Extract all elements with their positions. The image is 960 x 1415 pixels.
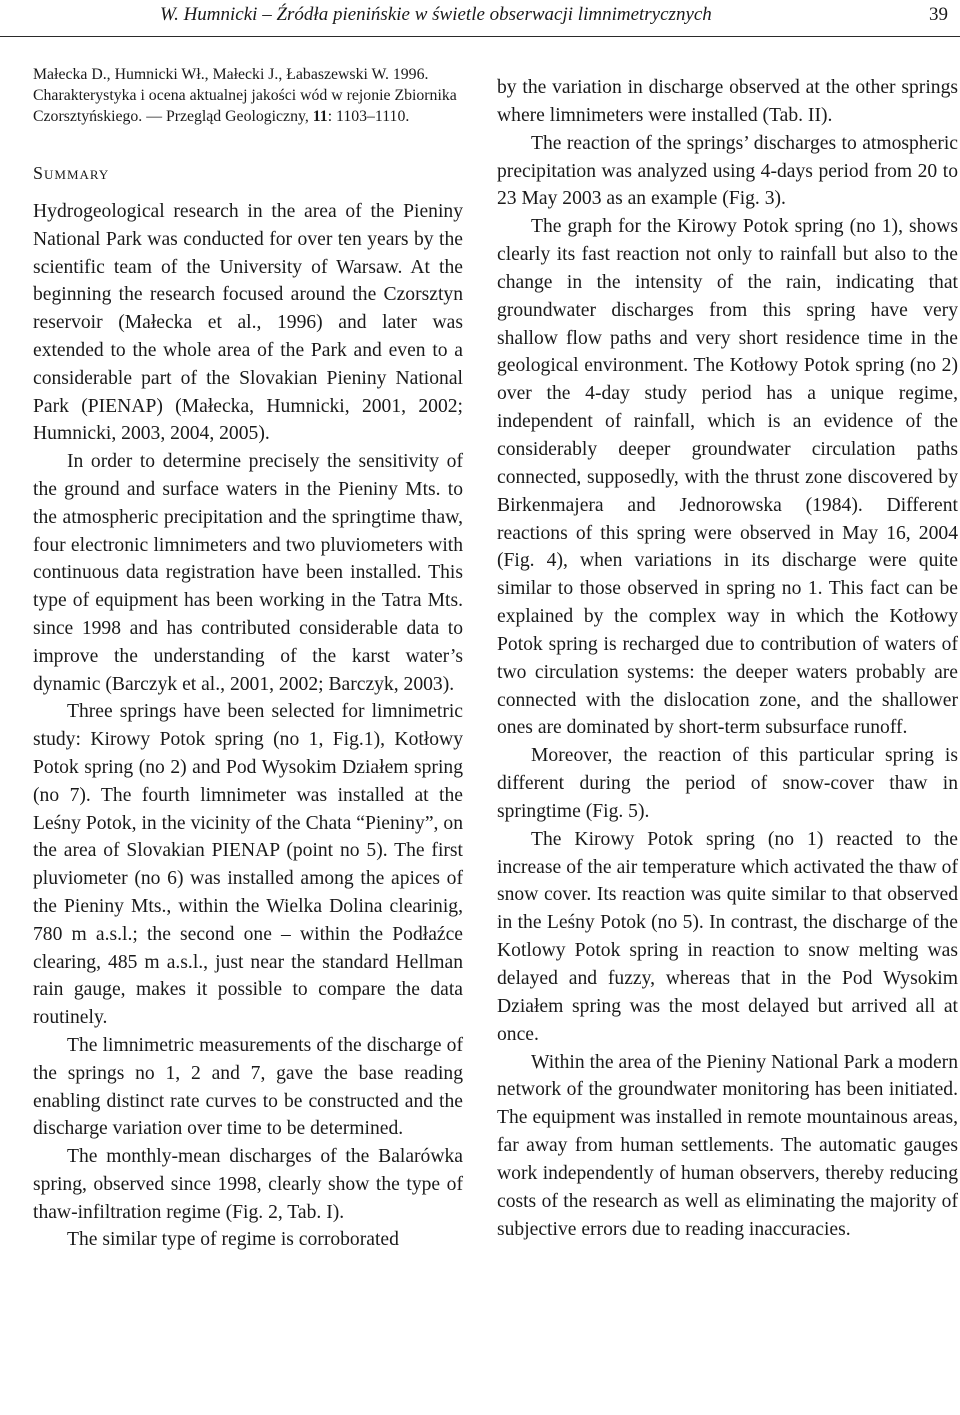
left-body xyxy=(33,198,463,1254)
right-paragraph-3: The graph for the Kirowy Potok spring (no 1), shows clearly its fast reaction not only to rainfall but also to the change in the intensity of the rain, indicating that groundwater discharges from this spring have very shallow flow paths and very short residence time in the geological environment. The Kotłowy Potok spring (no 2) over the 4-day study period has a unique regime, independent of rainfall, which is an evidence of the considerably deeper groundwater circulation paths connected, supposedly, with the thrust zone discovered by Birkenmajera and Jednorowska (1984). Different reactions of this spring were observed in May 16, 2004 (Fig. 4), when variations in its discharge were quite similar to those observed in spring no 1. This fact can be explained by the complex way in which the Kotłowy Potok spring is recharged due to contribution of waters of two circulation systems: the deeper waters probably are connected with the dislocation zone, and the shallower ones are dominated by short-term subsurface runoff. xyxy=(497,216,958,739)
right-paragraph-1: by the variation in discharge observed at the other springs where limnimeters were installed (Tab. II). xyxy=(497,77,958,126)
right-paragraph-6: Within the area of the Pieniny National Park a modern network of the groundwater monitoring has been initiated. The equipment was installed in remote mountainous areas, far away from human settlements. The automatic gauges work independently of human observers, thereby reducing costs of the research as well as eliminating the majority of subjective errors due to reading inaccuracies. xyxy=(497,1051,958,1240)
reference-pages: : 1103–1110. xyxy=(327,108,410,125)
reference-entry xyxy=(33,64,463,127)
running-header xyxy=(0,0,960,37)
left-column xyxy=(33,64,463,1254)
right-paragraph-4: Moreover, the reaction of this particular spring is different during the period of snow-cover thaw in springtime (Fig. 5). xyxy=(497,745,958,822)
right-paragraph-5: The Kirowy Potok spring (no 1) reacted to the increase of the air temperature which activated the thaw of snow cover. Its reaction was quite similar to that observed in the Leśny Potok (no 5). In contrast, the discharge of the Kotlowy Potok spring in reaction to snow melting was delayed and fuzzy, whereas that in the Pod Wysokim Działem spring was the most delayed but arrived all at once. xyxy=(497,828,958,1045)
left-paragraph-1: Hydrogeological research in the area of the Pieniny National Park was conducted for over ten years by the scientific team of the University of Warsaw. At the beginning the research focused around the Czorsztyn reservoir (Małecka et al., 1996) and later was extended to the whole area of the Park and even to a considerable part of the Slovakian Pieniny National Park (PIENAP) (Małecka, Humnicki, 2001, 2002; Humnicki, 2003, 2004, 2005). xyxy=(33,201,463,445)
right-body xyxy=(497,74,958,1243)
right-paragraph-2: The reaction of the springs’ discharges to atmospheric precipitation was analyzed using 4-days period from 20 to 23 May 2003 as an example (Fig. 3). xyxy=(497,132,958,210)
left-paragraph-2: In order to determine precisely the sensitivity of the ground and surface waters in the Pieniny Mts. to the atmospheric precipitation and the springtime thaw, four electronic limnimeters and two pluviometers with continuous data registration have been installed. This type of equipment has been working in the Tatra Mts. since 1998 and has contributed considerable data to improve the understanding of the karst water’s dynamic (Barczyk et al., 2001, 2002; Barczyk, 2003). xyxy=(33,451,463,695)
reference-authors: Małecka D., Humnicki Wł., Małecki J., Łabaszewski W. 1996. xyxy=(33,66,429,83)
summary-heading: Summary xyxy=(33,163,110,183)
running-title: W. Humnicki – Źródła pienińskie w świetle obserwacji limnimetrycznych xyxy=(160,4,712,25)
left-paragraph-6: The similar type of regime is corroborated xyxy=(67,1229,399,1251)
left-paragraph-5: The monthly-mean discharges of the Balarówka spring, observed since 1998, clearly show the type of thaw-infiltration regime (Fig. 2, Tab. I). xyxy=(33,1146,463,1223)
reference-title: Charakterystyka i ocena aktualnej jakości wód w rejonie Zbiornika Czorsztyńskiego. — Przegląd Geologiczny, xyxy=(33,87,457,125)
left-paragraph-4: The limnimetric measurements of the discharge of the springs no 1, 2 and 7, gave the base reading enabling distinct rate curves to be constructed and the discharge variation over time to be determined. xyxy=(33,1034,463,1140)
left-paragraph-3: Three springs have been selected for limnimetric study: Kirowy Potok spring (no 1, Fig.1), Kotłowy Potok spring (no 2) and Pod Wysokim Działem spring (no 7). The fourth limnimeter was installed at the Leśny Potok, in the vicinity of the Chata “Pieniny”, on the area of Slovakian PIENAP (point no 5). The first pluviometer (no 6) was installed among the apices of the Pieniny Mts., within the Wielka Dolina clearinig, 780 m a.s.l.; the second one – within the Podłaźce clearing, 485 m a.s.l., just near the standard Hellman rain gauge, makes it possible to compare the data routinely. xyxy=(33,701,463,1029)
right-column xyxy=(497,74,958,1243)
page-number: 39 xyxy=(929,4,948,25)
reference-volume: 11 xyxy=(312,108,328,125)
